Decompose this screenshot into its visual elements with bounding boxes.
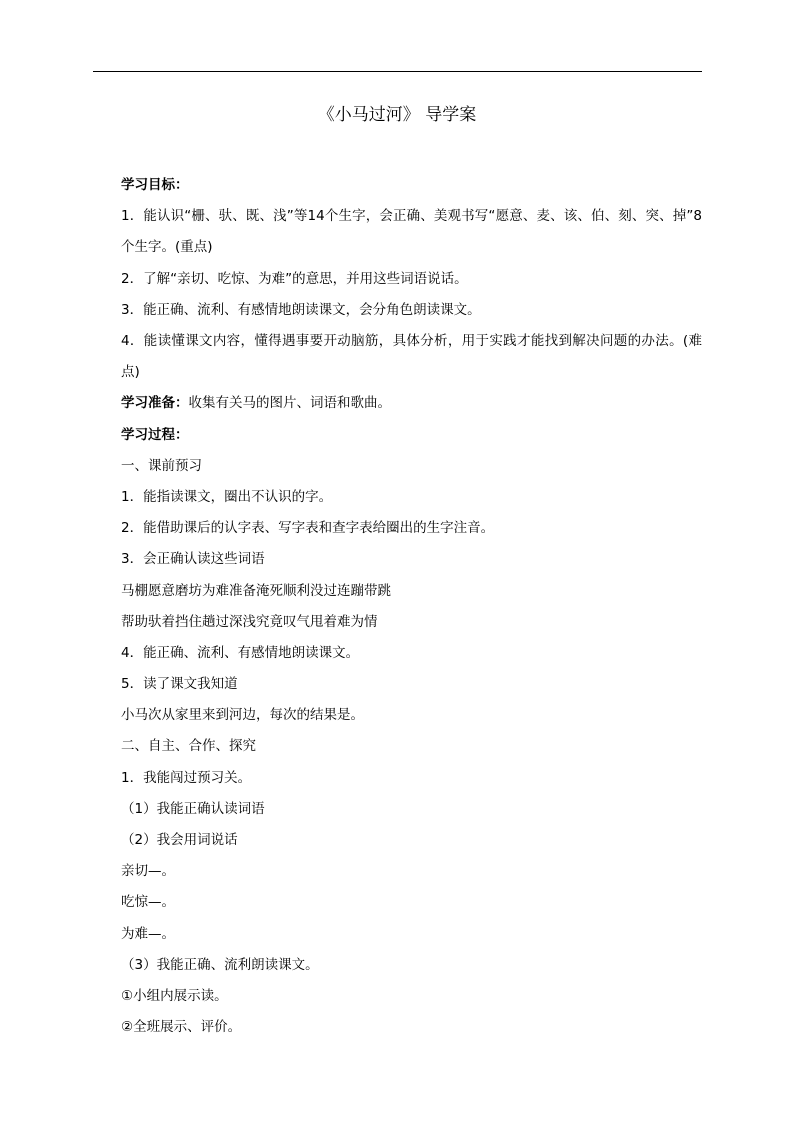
header-rule — [93, 71, 702, 72]
process-line-9: 小马次从家里来到河边，每次的结果是。 — [121, 707, 364, 724]
process-heading: 学习过程： — [121, 426, 189, 443]
process-line-13: （2）我会用词说话 — [121, 832, 238, 848]
process-line-3: 2．能借助课后的认字表、写字表和查字表给圈出的生字注音。 — [121, 520, 495, 537]
objective-item-1: 1．能认识“栅、驮、既、浅”等14个生字，会正确、美观书写“愿意、麦、该、伯、刻、突、掉”8个生字。(重点) — [121, 208, 702, 256]
process-line-10: 二、自主、合作、探究 — [121, 738, 256, 755]
preparation-text: 收集有关马的图片、词语和歌曲。 — [188, 395, 391, 412]
objective-item-4: 4．能读懂课文内容，懂得遇事要开动脑筋，具体分析，用于实践才能找到解决问题的办法。(难点) — [121, 332, 702, 381]
preparation-line — [93, 388, 702, 419]
document-body — [93, 170, 702, 1043]
process-line-2: 1．能指读课文，圈出不认识的字。 — [121, 488, 333, 505]
process-line-8: 5．读了课文我知道 — [121, 676, 238, 693]
process-line-18: ①小组内展示读。 — [121, 987, 228, 1004]
process-line-16: 为难—。 — [121, 925, 175, 942]
process-line-11: 1．我能闯过预习关。 — [121, 769, 252, 786]
preparation-heading: 学习准备： — [121, 395, 189, 412]
vocabulary-line-1: 马棚愿意磨坊为难准备淹死顺利没过连蹦带跳 — [121, 582, 391, 599]
objectives-heading: 学习目标： — [121, 177, 189, 193]
process-line-7: 4．能正确、流利、有感情地朗读课文。 — [121, 644, 360, 661]
vocabulary-line-2: 帮助驮着挡住趟过深浅究竟叹气甩着难为情 — [121, 613, 378, 630]
process-line-15: 吃惊—。 — [121, 894, 175, 911]
process-line-14: 亲切—。 — [121, 863, 175, 880]
process-line-17: （3）我能正确、流利朗读课文。 — [121, 956, 319, 973]
document-title: 《小马过河》 导学案 — [317, 105, 477, 125]
process-line-19: ②全班展示、评价。 — [121, 1019, 242, 1036]
process-line-4: 3．会正确认读这些词语 — [121, 551, 265, 568]
process-line-12: （1）我能正确认读词语 — [121, 800, 265, 817]
process-line-1: 一、课前预习 — [121, 457, 202, 474]
objective-item-2: 2．了解“亲切、吃惊、为难”的意思，并用这些词语说话。 — [121, 270, 468, 287]
objective-item-3: 3．能正确、流利、有感情地朗读课文，会分角色朗读课文。 — [121, 301, 481, 318]
